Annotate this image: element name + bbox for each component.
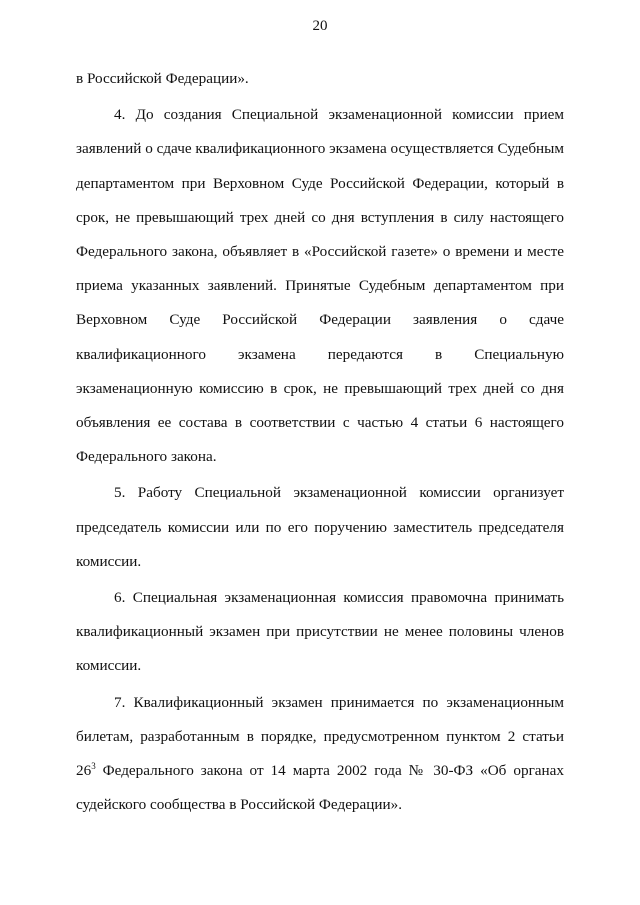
paragraph-continuation: в Российской Федерации». <box>76 70 249 87</box>
document-body <box>76 62 564 822</box>
paragraph-item-7 <box>76 686 564 823</box>
article-superscript: 3 <box>91 761 96 771</box>
paragraph-item-7-text-a: 7. Квалификационный экзамен принимается по экзаменационным билетам, разработанным в порядке, предусмотренном пунктом 2 статьи 26 <box>76 693 564 780</box>
page-number: 20 <box>312 18 328 34</box>
paragraph-item-7-text-b: Федерального закона от 14 марта 2002 года № 30-ФЗ «Об органах судейского сообщества в Российской Федерации». <box>76 762 564 814</box>
paragraph-item-4: 4. До создания Специальной экзаменационной комиссии прием заявлений о сдаче квалификационного экзамена осуществляется Судебным департаментом при Верховном Суде Российской Федерации, который в срок, не превышающий трех дней со дня вступления в силу настоящего Федерального закона, объявляет в «Российской газете» о времени и месте приема указанных заявлений. Принятые Судебным департаментом при Верховном Суде Российской Федерации заявления о сдаче квалификационного экзамена передаются в Специальную экзаменационную комиссию в срок, не превышающий трех дней со дня объявления ее состава в соответствии с частью 4 статьи 6 настоящего Федерального закона. <box>76 106 564 466</box>
paragraph-item-5: 5. Работу Специальной экзаменационной комиссии организует председатель комиссии или по его поручению заместитель председателя комиссии. <box>76 484 564 570</box>
paragraph-item-6: 6. Специальная экзаменационная комиссия правомочна принимать квалификационный экзамен при присутствии не менее половины членов комиссии. <box>76 589 564 675</box>
